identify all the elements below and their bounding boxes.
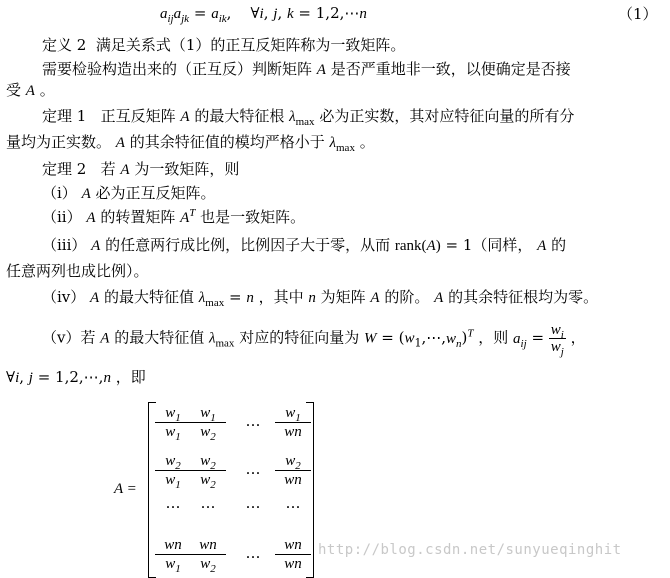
matrix-ellipsis: … (245, 544, 261, 562)
definition-text: 满足关系式（1）的正互反矩阵称为一致矩阵。 (95, 36, 406, 54)
matrix-cell-r1-c1 (155, 404, 191, 441)
theorem-2-item-ii: （ii） A 的转置矩阵 $A^T$ 也是一致矩阵。 (42, 207, 306, 226)
matrix-cell-numerator: $w_2$ (190, 452, 226, 471)
matrix-cell-numerator: $w_2$ (275, 452, 311, 471)
definition-2 (42, 36, 405, 54)
theorem-2-item-iii-line-2: 任意两列也成比例）。 (6, 262, 149, 280)
matrix-cell-r2-c4 (275, 452, 311, 489)
matrix-ellipsis: … (245, 412, 261, 430)
theorem-2-item-v: （v）若 A 的最大特征值 $\lambda_{max}$ 对应的特征向量为 $W = (w_1,\cdots,w_n)^T$ ，则 $a_{ij}$ = $\frac{w_i}{w_j}$ ， (42, 322, 586, 358)
matrix-cell-denominator: $w_1$ (165, 556, 181, 575)
equation-number: （1） (618, 5, 658, 23)
matrix-cell-denominator: $w_2$ (200, 472, 216, 491)
matrix-cell-r4-c1 (155, 536, 191, 573)
matrix-ellipsis: … (165, 494, 181, 512)
paragraph-line-2: 受 A 。 (6, 81, 55, 99)
theorem-1-line-1: 定理 1 正互反矩阵 A 的最大特征根 $\lambda_{max}$ 必为正实数，其对应特征向量的所有分 (42, 107, 575, 128)
theorem-2-label: 定理 2 (42, 160, 87, 178)
matrix-cell-r4-c4 (275, 536, 311, 573)
matrix-ellipsis: … (245, 494, 261, 512)
matrix-cell-numerator: wn (190, 536, 226, 555)
matrix-cell-numerator: wn (155, 536, 191, 555)
matrix-cell-numerator: $w_1$ (190, 404, 226, 423)
theorem-2-item-i: （i） A 必为正互反矩阵。 (42, 184, 216, 202)
matrix-cell-numerator: $w_1$ (155, 404, 191, 423)
matrix-cell-r4-c2 (190, 536, 226, 573)
theorem-2-after: ∀i, j = 1,2,⋯,n ，即 (6, 368, 146, 386)
theorem-2-intro: 定理 2 若 A 为一致矩阵，则 (42, 160, 240, 178)
matrix-cell-numerator: wn (275, 536, 311, 555)
theorem-1-line-2: 量均为正实数。 A 的其余特征值的模均严格小于 $\lambda_{max}$ 。 (6, 133, 375, 154)
matrix-cell-denominator: $w_2$ (200, 424, 216, 443)
matrix-cell-r1-c4 (275, 404, 311, 441)
matrix-lhs: A = (114, 481, 137, 497)
matrix-cell-r1-c2 (190, 404, 226, 441)
matrix-cell-numerator: $w_1$ (275, 404, 311, 423)
equation-1: $a_{ij}a_{jk} = a_{ik}$, ∀i, j, k = 1,2,⋯n (160, 4, 367, 25)
matrix-cell-numerator: $w_2$ (155, 452, 191, 471)
theorem-1-label: 定理 1 (42, 107, 87, 125)
paragraph-line-1: 需要检验构造出来的（正互反）判断矩阵 A 是否严重地非一致，以便确定是否接 (42, 60, 571, 78)
matrix-ellipsis: … (245, 460, 261, 478)
matrix-cell-denominator: $w_1$ (165, 472, 181, 491)
matrix-cell-denominator: wn (284, 472, 302, 488)
matrix-cell-r2-c1 (155, 452, 191, 489)
matrix-cell-r2-c2 (190, 452, 226, 489)
matrix-cell-denominator: $w_1$ (165, 424, 181, 443)
watermark: http://blog.csdn.net/sunyueqinghit (318, 542, 622, 558)
matrix-cell-denominator: $w_2$ (200, 556, 216, 575)
matrix-cell-denominator: wn (284, 424, 302, 440)
definition-label: 定义 2 (42, 36, 87, 54)
fraction-wi-over-wj: $\frac{w_i}{w_j}$ (550, 322, 564, 358)
theorem-2-item-iv: （iv） A 的最大特征值 $\lambda_{max} = n$ ，其中 n 为矩阵 A 的阶。 A 的其余特征根均为零。 (42, 288, 599, 309)
theorem-2-item-iii-line-1: （iii） A 的任意两行成比例，比例因子大于零，从而 rank(A) = 1（同样， A 的 (42, 236, 567, 254)
matrix-ellipsis: … (200, 494, 216, 512)
matrix-cell-denominator: wn (284, 556, 302, 572)
matrix-ellipsis: … (285, 494, 301, 512)
